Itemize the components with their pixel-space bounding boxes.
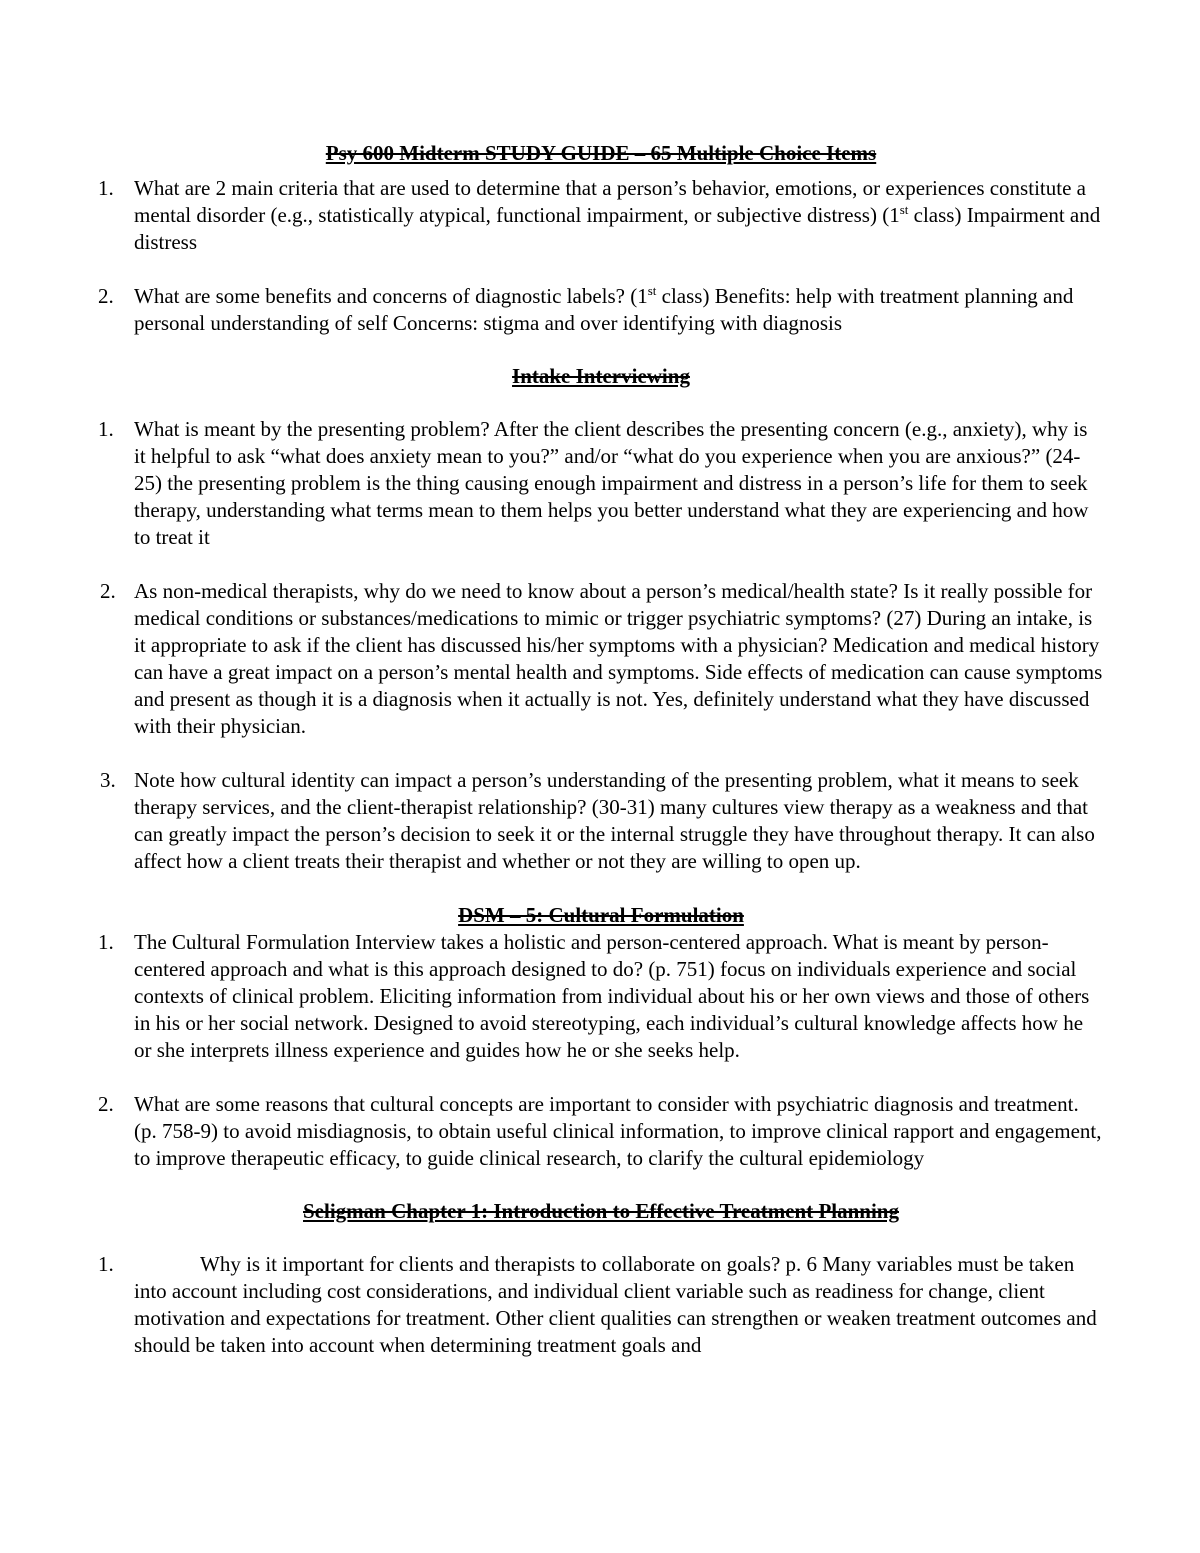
intake-item-3 <box>98 767 1104 875</box>
superscript: st <box>899 202 909 217</box>
section-heading-seligman: Seligman Chapter 1: Introduction to Effective Treatment Planning <box>303 1199 899 1223</box>
item-number: 1. <box>98 176 114 200</box>
item-number: 2. <box>98 284 114 308</box>
intake-item-2 <box>98 578 1104 740</box>
item-text: The Cultural Formulation Interview takes a holistic and person-centered approach. What is meant by person-centered approach and what is this approach designed to do? (p. 751) focus on individuals experience and social contexts of clinical problem. Eliciting information from individual about his or her own views and those of others in his or her social network. Designed to avoid stereotyping, each individual’s cultural knowledge affects how he or she interprets illness experience and guides how he or she seeks help. <box>134 930 1090 1062</box>
item-text: What are some reasons that cultural concepts are important to consider with psychiatric diagnosis and treatment. (p. 758-9) to avoid misdiagnosis, to obtain useful clinical information, to improve clinical rapport and engagement, to improve therapeutic efficacy, to guide clinical research, to clarify the cultural epidemiology <box>134 1092 1102 1170</box>
dsm-item-1 <box>98 929 1104 1064</box>
item-text-cont: class) Impairment and distress <box>134 203 1101 254</box>
intake-item-1 <box>98 416 1104 551</box>
item-number: 1. <box>98 930 114 954</box>
item-number: 1. <box>98 1252 114 1276</box>
superscript: st <box>647 283 657 298</box>
section-heading-intake: Intake Interviewing <box>512 364 690 388</box>
intro-item-2 <box>98 283 1104 337</box>
section-heading-dsm: DSM – 5: Cultural Formulation <box>458 903 744 927</box>
seligman-item-1 <box>98 1251 1104 1359</box>
item-number: 3. <box>100 768 116 792</box>
item-text: Why is it important for clients and therapists to collaborate on goals? p. 6 Many variables must be taken into account including cost considerations, and individual client variable such as readiness for change, client motivation and expectations for treatment. Other client qualities can strengthen or weaken treatment outcomes and should be taken into account when determining treatment goals and <box>134 1252 1097 1357</box>
item-text: What is meant by the presenting problem? After the client describes the presenting concern (e.g., anxiety), why is it helpful to ask “what does anxiety mean to you?” and/or “what do you experience when you are anxious?” (24-25) the presenting problem is the thing causing enough impairment and distress in a person’s life for them to seek therapy, understanding what terms mean to them helps you better understand what they are experiencing and how to treat it <box>134 417 1089 549</box>
dsm-item-2 <box>98 1091 1104 1172</box>
item-text: Note how cultural identity can impact a person’s understanding of the presenting problem, what it means to seek therapy services, and the client-therapist relationship? (30-31) many cultures view therapy as a weakness and that can greatly impact the person’s decision to seek it or the internal struggle they have throughout therapy. It can also affect how a client treats their therapist and whether or not they are willing to open up. <box>134 768 1095 873</box>
item-number: 2. <box>98 1092 114 1116</box>
intro-item-1 <box>98 175 1104 256</box>
item-text-cont: class) Benefits: help with treatment planning and personal understanding of self Concerns: stigma and over identifying with diagnosis <box>134 284 1074 335</box>
item-text: What are 2 main criteria that are used to determine that a person’s behavior, emotions, or experiences constitute a mental disorder (e.g., statistically atypical, functional impairment, or subjective distress) (1 <box>134 176 1086 227</box>
item-number: 2. <box>100 579 116 603</box>
item-text: As non-medical therapists, why do we need to know about a person’s medical/health state? Is it really possible for medical conditions or substances/medications to mimic or trigger psychiatric symptoms? (27) During an intake, is it appropriate to ask if the client has discussed his/her symptoms with a physician? Medication and medical history can have a great impact on a person’s mental health and symptoms. Side effects of medication can cause symptoms and present as though it is a diagnosis when it actually is not. Yes, definitely understand what they have discussed with their physician. <box>134 579 1103 738</box>
item-text: What are some benefits and concerns of diagnostic labels? (1 <box>134 284 648 308</box>
document-title: Psy 600 Midterm STUDY GUIDE – 65 Multiple Choice Items <box>325 141 877 165</box>
item-number: 1. <box>98 417 114 441</box>
